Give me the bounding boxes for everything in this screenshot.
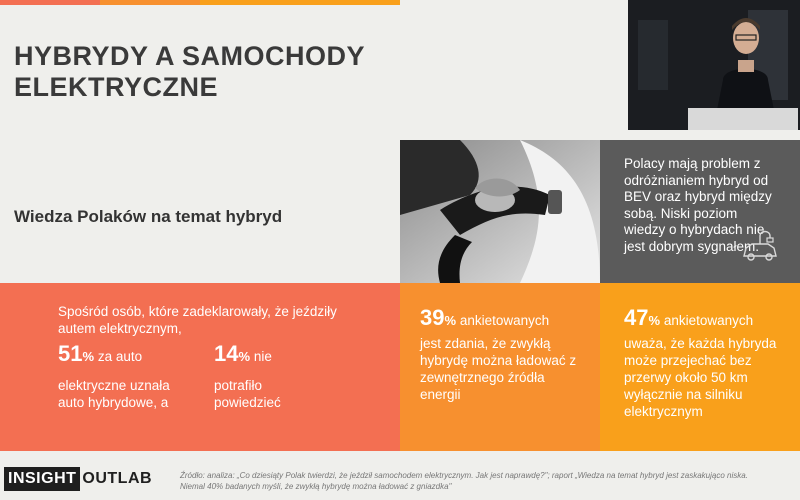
topbar-segment	[100, 0, 200, 5]
logo-outlab: OUTLAB	[82, 470, 153, 487]
stat-value: 39	[420, 305, 445, 330]
source-note: Źródło: analiza: „Co dziesiąty Polak twierdzi, że jeździł samochodem elektrycznym. Jak jest naprawdę?"; raport „Wiedza na temat hybryd jest zaskakująco niska. Niemal 40% badanych myśli, że zwykłą hybrydę można ładować z gniazdka"	[180, 471, 748, 491]
topbar-segment	[300, 0, 400, 5]
topbar-segment	[0, 0, 100, 5]
stat-value: 51	[58, 341, 83, 366]
stat-value: 14	[214, 341, 239, 366]
stat-pct: %	[238, 349, 251, 364]
stat-51-text: elektryczne uznała auto hybrydowe, a	[58, 378, 170, 410]
ev-charger-image	[400, 140, 600, 283]
stat-pct: %	[444, 313, 457, 328]
insight-outlab-logo	[4, 466, 152, 492]
stat-pct: %	[648, 313, 661, 328]
stat-47-text: uważa, że każda hybryda może przejechać bez przerwy około 50 km wyłącznie na silniku elektrycznym	[624, 336, 777, 419]
info-box-text: Polacy mają problem z odróżnianiem hybryd od BEV oraz hybryd między sobą. Niski poziom wiedzy o hybrydach nie jest dobrym sygnałem.	[624, 156, 772, 254]
stat-value: 47	[624, 305, 649, 330]
stat-panel-ev-drivers	[0, 283, 400, 451]
topbar-segment	[200, 0, 300, 5]
stat-inline: za auto	[97, 349, 143, 364]
presenter-image	[628, 0, 800, 130]
panel-intro: Spośród osób, które zadeklarowały, że jeździły autem elektrycznym,	[58, 304, 337, 336]
stat-47	[624, 305, 794, 330]
charging-photo	[400, 140, 600, 283]
stat-51	[58, 341, 188, 366]
stat-inline: nie	[253, 349, 272, 364]
stat-panel-47	[600, 283, 800, 451]
top-color-bar	[0, 0, 400, 5]
stat-panel-39	[400, 283, 600, 451]
stat-14	[214, 341, 334, 366]
slide-title: HYBRYDY A SAMOCHODY ELEKTRYCZNE	[14, 41, 365, 102]
stat-inline: ankietowanych	[459, 313, 550, 328]
stat-39	[420, 305, 590, 330]
stat-14-text: potrafiło powiedzieć	[214, 378, 281, 410]
electric-car-icon	[740, 226, 780, 271]
stat-pct: %	[82, 349, 95, 364]
presenter-video	[628, 0, 800, 130]
stat-39-text: jest zdania, że zwykłą hybrydę można ładować z zewnętrznego źródła energii	[420, 336, 577, 402]
logo-insight: INSIGHT	[4, 467, 80, 491]
slide-subtitle: Wiedza Polaków na temat hybryd	[14, 207, 283, 226]
stat-inline: ankietowanych	[663, 313, 754, 328]
